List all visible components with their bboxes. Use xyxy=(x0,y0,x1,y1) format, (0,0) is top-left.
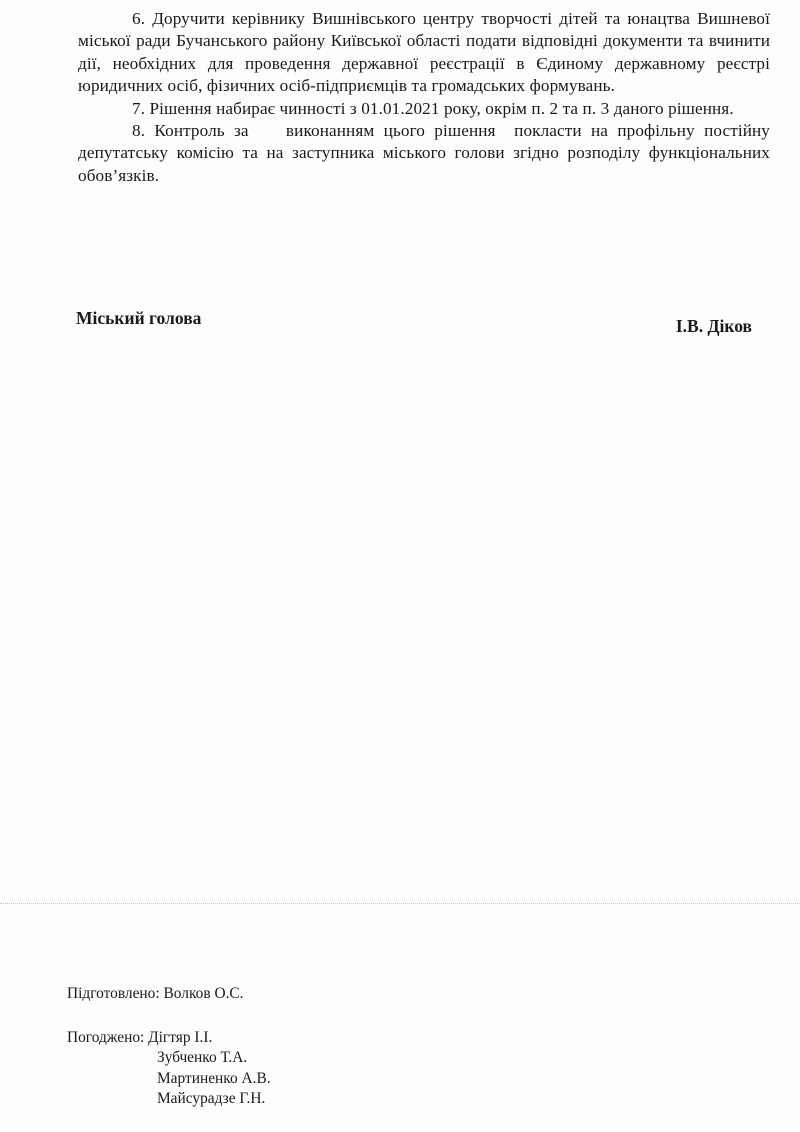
agreed-row xyxy=(67,1069,271,1090)
prepared-row xyxy=(67,984,271,1005)
signatory-name: І.В. Діков xyxy=(675,316,752,336)
paragraph-7: 7. Рішення набирає чинності з 01.01.2021 року, окрім п. 2 та п. 3 даного рішення. xyxy=(132,98,734,118)
agreed-row xyxy=(67,1028,271,1049)
agreed-by-4: Майсурадзе Г.Н. xyxy=(157,1090,266,1108)
prepared-by: Волков О.С. xyxy=(163,985,244,1002)
agreed-row xyxy=(67,1089,271,1110)
agreed-label: Погоджено: xyxy=(67,1028,145,1046)
agreed-by-3: Мартиненко А.В. xyxy=(157,1069,271,1087)
decision-body xyxy=(78,8,775,187)
agreed-by-2: Зубченко Т.А. xyxy=(157,1049,248,1067)
paragraph-8: 8. Контроль за виконанням цього рішення покласти на профільну постійну депутатську комісію та на заступника міського голови згідно розподілу функціональних обов’язків. xyxy=(78,121,775,185)
scan-fold-line xyxy=(0,903,800,904)
agreed-row xyxy=(67,1048,271,1069)
agreed-by-1: Дігтяр І.І. xyxy=(148,1028,213,1046)
signatory-title: Міський голова xyxy=(76,308,202,328)
prepared-label: Підготовлено: xyxy=(67,985,160,1002)
approval-footer xyxy=(67,984,271,1110)
paragraph-6: 6. Доручити керівнику Вишнівського центру творчості дітей та юнацтва Вишневої міської ради Бучанського району Київської області подати відповідні документи та вчинити дії, необхідних для проведення державної реєстрації в Єдиному державному реєстрі юридичних осіб, фізичних осіб-підприємців та громадських формувань. xyxy=(78,9,770,96)
